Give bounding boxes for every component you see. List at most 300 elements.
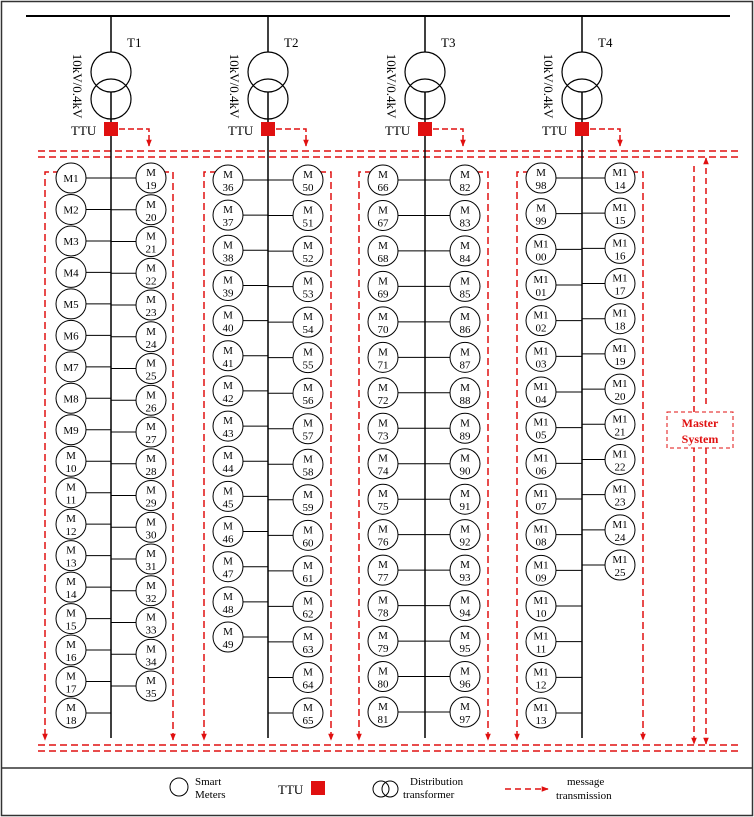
smart-meter [111,195,166,225]
meter-label-line1: M [460,310,470,323]
smart-meter [425,626,480,656]
master-system [667,158,733,744]
meter-label-line2: 36 [222,182,234,194]
meter-label-line2: 46 [222,533,234,546]
meter-label-line2: 37 [222,217,234,230]
ttu-icon [418,122,432,136]
smart-meter [268,485,323,515]
meter-label-line2: 93 [459,572,471,585]
meter-label-line2: 68 [377,252,389,265]
smart-meter [582,233,635,263]
smart-meter [582,339,635,369]
smart-meter [213,235,268,265]
smart-meter [582,515,635,545]
meter-label-line2: 52 [302,253,314,266]
meter-column-right [268,165,323,728]
ttu-message-arrow [119,129,149,146]
meter-label: M9 [63,424,79,437]
meter-label-line2: 79 [377,643,389,656]
meter-label-line2: 13 [535,715,547,727]
meter-label-line1: M [66,639,76,652]
meter-label-line2: 43 [222,428,234,441]
smart-meter [526,234,582,264]
smart-meter [268,272,323,302]
meter-label-line1: M [303,630,313,643]
meter-label-line1: M1 [612,518,628,531]
meter-label-line1: M [146,484,156,497]
meter-label-line2: 13 [65,557,77,570]
meter-label-line1: M [303,311,313,324]
meter-label-line1: M [223,590,233,603]
meter-label-line2: 81 [377,714,389,726]
meter-label-line2: 98 [535,180,547,192]
meter-label-line1: M [146,548,156,560]
smart-meter-icon [170,778,188,796]
smart-meter [268,201,323,231]
meter-label-line1: M [223,344,233,357]
smart-meter [56,667,111,697]
meter-label-line2: 14 [614,180,626,192]
smart-meter [368,449,425,479]
meter-label-line2: 25 [145,370,157,383]
meter-label: M2 [63,204,79,217]
meter-label-line2: 49 [222,639,234,651]
meter-label-line1: M [146,262,156,275]
meter-label-line2: 48 [222,603,234,616]
meter-label: M5 [63,298,79,311]
smart-meter [526,698,582,728]
smart-meter [526,306,582,336]
smart-meter [526,377,582,407]
meter-label-line2: 30 [145,529,157,542]
meter-label-line2: 77 [377,572,389,585]
meter-label-line1: M [378,559,388,572]
meter-label-line1: M1 [533,416,549,429]
meter-label-line1: M [66,544,76,557]
meter-label-line2: 55 [302,359,314,372]
transformer-name: T1 [127,35,142,50]
legend-message-transmission [505,776,612,802]
meter-label-line1: M [460,346,470,359]
meter-label-line2: 92 [459,536,471,549]
meter-label-line1: M [378,594,388,607]
ttu-icon [311,781,325,795]
smart-meter [425,449,480,479]
meter-label-line2: 57 [302,430,314,443]
meter-label-line1: M [460,452,470,465]
meter-label-line1: M [146,357,156,370]
smart-meter [111,608,166,638]
meter-label-line1: M [223,415,233,428]
smart-meter [582,550,635,580]
smart-meter [56,226,111,256]
meter-label-line1: M [146,389,156,402]
smart-meter [526,270,582,300]
smart-meter [111,385,166,415]
smart-meter [425,307,480,337]
meter-label-line2: 62 [302,608,314,621]
meter-label-line2: 23 [614,496,626,509]
smart-meter [213,341,268,371]
meter-label-line1: M1 [533,666,549,679]
meter-label-line1: M [223,626,233,638]
meter-label-line1: M [378,239,388,252]
transformer-rating: 10kV/0.4kV [384,53,399,119]
feeder-t1 [45,16,173,740]
meter-label-line2: 39 [222,287,234,300]
meter-label-line2: 03 [535,358,547,371]
meter-label-line2: 16 [614,250,626,263]
meter-label-line2: 12 [535,679,547,692]
smart-meter [425,378,480,408]
meter-label-line1: M [303,453,313,466]
meter-label-line1: M1 [612,483,628,496]
smart-meter [268,627,323,657]
meter-label-line2: 05 [535,429,547,442]
meter-label-line2: 75 [377,501,389,514]
smart-meter [582,304,635,334]
ttu-icon [575,122,589,136]
meter-label-line2: 51 [302,217,314,230]
smart-meter [56,289,111,319]
smart-meter [56,194,111,224]
meter-label: M8 [63,393,79,406]
legend-ttu-label: TTU [278,782,304,797]
meter-label-line1: M [66,481,76,494]
smart-meter [111,639,166,669]
meter-label-line2: 74 [377,465,389,478]
meter-label-line2: 78 [377,607,389,620]
ttu-message-arrow [590,129,620,146]
smart-meter [368,413,425,443]
meter-label-line2: 20 [614,391,626,404]
meter-column-right [582,163,635,580]
smart-meter [368,307,425,337]
meter-label-line2: 10 [65,463,77,476]
meter-label-line1: M [536,167,546,179]
ttu-message-arrow [433,129,463,146]
meter-label-line1: M [460,275,470,288]
meter-label-line1: M [460,630,470,643]
meter-label-line2: 04 [535,394,547,406]
meter-label: M4 [63,267,79,280]
meter-label-line1: M [223,485,233,498]
transformer-rating: 10kV/0.4kV [70,53,85,119]
meter-label-line2: 26 [145,402,157,415]
master-system-label-line2: System [681,432,719,446]
ttu-icon [261,122,275,136]
smart-meter [368,697,425,727]
meter-label-line2: 32 [145,592,157,605]
smart-meter [213,306,268,336]
meter-label-line1: M [303,275,313,288]
meter-column-left [56,163,111,728]
meter-label-line1: M [378,523,388,536]
smart-meter [368,271,425,301]
smart-meter [268,698,323,728]
meter-label-line2: 33 [145,624,157,637]
smart-meter [268,343,323,373]
meter-label-line2: 61 [302,572,314,585]
communication-bus-bottom [38,745,740,751]
smart-meter [368,236,425,266]
smart-meter [425,413,480,443]
meter-label-line1: M [303,488,313,501]
smart-meter [213,376,268,406]
meter-column-right [111,163,166,701]
master-system-label-line1: Master [681,416,719,430]
smart-meter [111,163,166,193]
meter-label-line2: 24 [614,531,626,544]
meter-label-line2: 15 [614,215,626,228]
meter-label-line1: M [303,595,313,608]
meter-label-line2: 71 [377,359,389,372]
meter-label: M3 [63,235,79,248]
meter-label-line1: M [66,670,76,683]
smart-meter [526,448,582,478]
smart-meter [268,662,323,692]
smart-meter [111,544,166,574]
meter-label-line2: 22 [614,461,626,474]
smart-meter [213,517,268,547]
legend-ttu [278,781,325,797]
smart-meter [368,591,425,621]
smart-meter [213,552,268,582]
meter-label-line1: M [303,559,313,572]
meter-label-line2: 64 [302,679,314,692]
meter-label-line1: M [460,169,470,181]
smart-meter [526,627,582,657]
meter-label-line1: M [460,381,470,394]
meter-label-line2: 86 [459,323,471,336]
meter-label-line2: 11 [535,643,547,656]
meter-label: M7 [63,361,79,374]
transformer-name: T2 [284,35,299,50]
smart-meter [368,484,425,514]
smart-meter [111,481,166,511]
meter-label-line1: M1 [612,272,628,285]
meter-label-line1: M [378,275,388,288]
smart-meter [111,290,166,320]
smart-meter [368,378,425,408]
meter-label-line1: M [303,169,313,181]
smart-meter [268,165,323,195]
meter-label-line1: M [460,488,470,501]
transformer-rating: 10kV/0.4kV [541,53,556,119]
meter-label-line1: M [378,417,388,430]
meter-label-line1: M [223,239,233,252]
smart-meter [111,227,166,257]
meter-label-line2: 65 [302,715,314,727]
meter-label-line1: M [146,452,156,465]
meter-label-line1: M [223,309,233,322]
feeders [45,16,643,740]
meter-label-line1: M [146,643,156,656]
smart-meter [526,484,582,514]
meter-label-line2: 28 [145,465,157,478]
meter-label-line2: 89 [459,430,471,443]
meter-label-line1: M [66,702,76,714]
meter-label-line1: M [303,666,313,679]
meter-label-line1: M [223,555,233,568]
smart-meter [56,478,111,508]
smart-meter [268,414,323,444]
smart-meter [425,165,480,195]
smart-meter [368,555,425,585]
smart-meter [213,270,268,300]
meter-label-line2: 20 [145,211,157,224]
meter-label-line2: 16 [65,652,77,665]
meter-label-line1: M [378,665,388,678]
meter-label-line1: M [146,198,156,211]
meter-label-line2: 58 [302,466,314,479]
meter-label-line2: 22 [145,275,157,288]
meter-label-line1: M1 [533,381,549,393]
smart-meter [526,413,582,443]
meter-label-line2: 29 [145,497,157,510]
legend-smart-meters-line1: Smart [195,776,222,788]
meter-label-line2: 18 [614,320,626,333]
meter-label-line2: 88 [459,394,471,407]
meter-label-line1: M [460,417,470,430]
smart-meter [526,591,582,621]
smart-meter [368,200,425,230]
meter-label-line1: M [460,559,470,572]
meter-label-line1: M [378,204,388,217]
meter-label-line1: M1 [533,630,549,643]
transformer-icon [373,781,398,797]
meter-label-line2: 17 [614,285,626,298]
smart-meter [111,512,166,542]
meter-label-line1: M [146,294,156,306]
meter-label-line1: M [378,310,388,323]
feeder-t4 [517,16,643,740]
meter-label-line2: 08 [535,536,547,549]
smart-meter [56,604,111,634]
meter-label-line1: M1 [533,559,549,572]
smart-meter [526,341,582,371]
smart-meter [56,352,111,382]
meter-column-left [213,165,268,652]
meter-label-line1: M [460,701,470,713]
meter-label-line1: M [146,325,156,338]
meter-label-line1: M [146,167,156,179]
meter-label-line1: M1 [612,342,628,355]
meter-label-line1: M1 [533,488,549,500]
meter-label-line2: 76 [377,536,389,549]
meter-label-line1: M [536,202,546,215]
feeder-t2 [204,16,331,740]
smart-meter [268,449,323,479]
meter-label-line1: M [223,379,233,392]
meter-label-line1: M [66,513,76,526]
feeder-t3 [359,16,488,740]
smart-meter [425,591,480,621]
smart-meter [582,480,635,510]
meter-label-line2: 85 [459,288,471,301]
meter-label-line2: 23 [145,307,157,319]
smart-meter [425,697,480,727]
meter-label-line2: 02 [535,322,547,335]
meter-label-line1: M [378,346,388,359]
smart-meter [268,591,323,621]
meter-label-line1: M [223,450,233,463]
smart-meter [56,446,111,476]
smart-meter [368,662,425,692]
smart-meter [56,383,111,413]
meter-label-line2: 97 [459,714,471,726]
smart-meter [582,444,635,474]
ttu-label: TTU [71,123,97,138]
smart-meter [56,163,111,193]
meter-label-line2: 17 [65,683,77,696]
meter-label-line1: M [460,239,470,252]
meter-label-line2: 80 [377,678,389,691]
meter-label-line1: M [303,346,313,359]
meter-label-line2: 14 [65,589,77,602]
meter-label-line2: 90 [459,465,471,478]
meter-label-line1: M1 [533,238,549,251]
meter-label-line2: 87 [459,359,471,372]
meter-label-line1: M [146,579,156,592]
meter-label-line2: 72 [377,394,389,407]
meter-label: M1 [63,173,79,185]
smart-meter [268,307,323,337]
smart-meter [56,509,111,539]
smart-meter [111,354,166,384]
ttu-message-arrow [276,129,306,146]
communication-bus-top [38,151,740,157]
smart-meter [111,576,166,606]
smart-meter [582,163,635,193]
meter-label-line1: M [146,230,156,243]
meter-label-line1: M1 [612,202,628,215]
smart-meter [213,200,268,230]
meter-label-line1: M1 [612,378,628,391]
meter-label-line2: 31 [145,561,157,573]
smart-meter [425,555,480,585]
meter-label-line2: 11 [65,494,77,507]
smart-meter [56,698,111,728]
meter-label-line1: M [66,576,76,589]
meter-label: M6 [63,330,79,343]
meter-label-line2: 41 [222,357,234,370]
meter-label-line1: M [303,524,313,537]
meter-label-line2: 24 [145,338,157,351]
smart-meter [368,626,425,656]
meter-label-line2: 60 [302,537,314,550]
meter-label-line1: M [378,169,388,181]
meter-label-line2: 63 [302,643,314,656]
meter-label-line1: M1 [533,523,549,536]
meter-label-line2: 38 [222,252,234,265]
meter-label-line2: 27 [145,434,157,446]
meter-label-line1: M1 [612,554,628,566]
smart-meter [268,236,323,266]
meter-label-line2: 99 [535,215,547,228]
smart-meter [526,555,582,585]
smart-meter [213,587,268,617]
meter-label-line1: M [378,488,388,501]
legend-message-line2: transmission [556,790,612,802]
smart-meter [111,417,166,447]
meter-label-line1: M [460,523,470,536]
smart-meter [111,671,166,701]
smart-meter [526,662,582,692]
ttu-icon [104,122,118,136]
smart-meter [368,165,425,195]
legend-message-line1: message [567,776,605,788]
